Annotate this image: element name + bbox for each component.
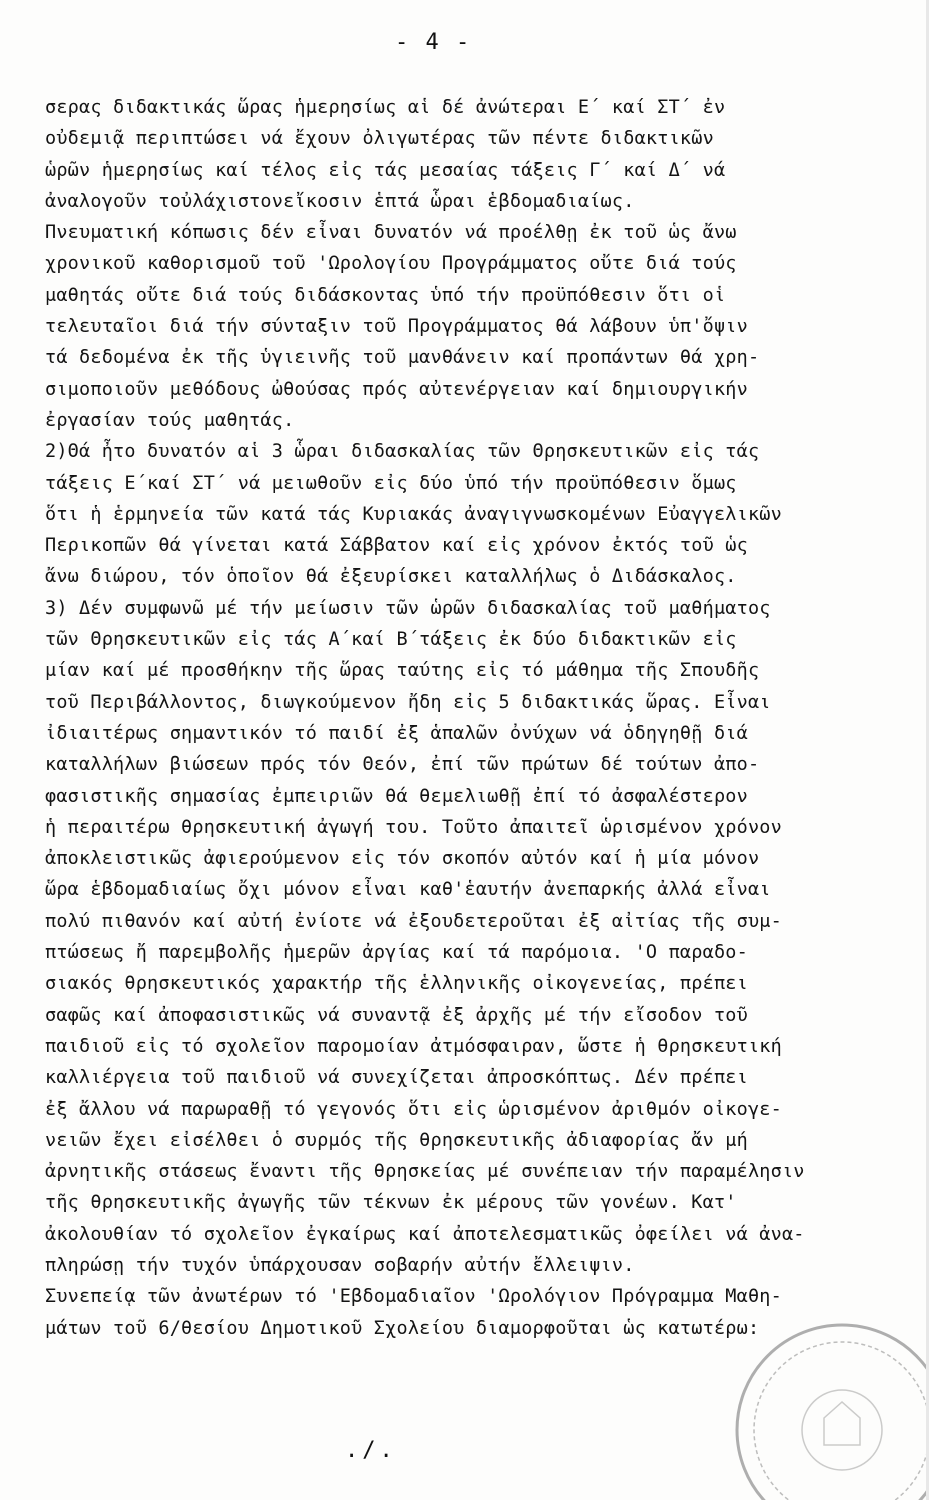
- text-line: πτώσεως ἤ παρεμβολῆς ἡμερῶν ἀργίας καί τά παρόμοια. 'Ο παραδο-: [45, 942, 748, 964]
- text-line: ὥρα ἑβδομαδιαίως ὄχι μόνον εἶναι καθ'ἑαυτήν ἀνεπαρκής ἀλλά εἶναι: [45, 879, 771, 901]
- text-line: Περικοπῶν θά γίνεται κατά Σάββατον καί εἰς χρόνον ἐκτός τοῦ ὡς: [45, 535, 748, 557]
- text-line: καλλιέργεια τοῦ παιδιοῦ νά συνεχίζεται ἀπροσκόπτως. Δέν πρέπει: [45, 1067, 748, 1089]
- text-line: ὅτι ἡ ἑρμηνεία τῶν κατά τάς Κυριακάς ἀναγιγνωσκομένων Εὐαγγελικῶν: [45, 503, 782, 525]
- text-line: τά δεδομένα ἐκ τῆς ὑγιεινῆς τοῦ μανθάνειν καί προπάντων θά χρη-: [45, 347, 760, 369]
- text-line: ἄνω διώρου, τόν ὁποῖον θά ἐξευρίσκει καταλλήλως ὁ Διδάσκαλος.: [45, 566, 737, 588]
- text-line: 2)Θά ἦτο δυνατόν αἱ 3 ὧραι διδασκαλίας τῶν Θρησκευτικῶν εἰς τάς: [45, 441, 760, 463]
- text-line: τοῦ Περιβάλλοντος, διωγκούμενον ἤδη εἰς 5 διδακτικάς ὥρας. Εἶναι: [45, 691, 771, 713]
- text-line: μαθητάς οὔτε διά τούς διδάσκοντας ὑπό τήν προϋπόθεσιν ὅτι οἱ: [45, 284, 726, 306]
- text-line: ἡ περαιτέρω θρησκευτική ἀγωγή του. Τοῦτο ἀπαιτεῖ ὡρισμένον χρόνον: [45, 816, 782, 838]
- text-line: τῶν Θρησκευτικῶν εἰς τάς Α΄καί Β΄τάξεις ἐκ δύο διδακτικῶν εἰς: [45, 629, 737, 651]
- text-line: τελευταῖοι διά τήν σύνταξιν τοῦ Προγράμματος θά λάβουν ὑπ'ὄψιν: [45, 316, 748, 338]
- text-line: οὐδεμιᾷ περιπτώσει νά ἔχουν ὀλιγωτέρας τῶν πέντε διδακτικῶν: [45, 128, 714, 150]
- text-line: πολύ πιθανόν καί αὐτή ἐνίοτε νά ἐξουδετεροῦται ἐξ αἰτίας τῆς συμ-: [45, 910, 782, 932]
- text-line: καταλλήλων βιώσεων πρός τόν Θεόν, ἐπί τῶν πρώτων δέ τούτων ἀπο-: [45, 754, 760, 776]
- text-line: τῆς θρησκευτικῆς ἀγωγῆς τῶν τέκνων ἐκ μέρους τῶν γονέων. Κατ': [45, 1192, 737, 1214]
- text-line: ἐργασίαν τούς μαθητάς.: [45, 409, 295, 431]
- text-line: φασιστικῆς σημασίας ἐμπειριῶν θά θεμελιωθῇ ἐπί τό ἀσφαλέστερον: [45, 785, 748, 807]
- text-line: Πνευματική κόπωσις δέν εἶναι δυνατόν νά προέλθῃ ἐκ τοῦ ὡς ἄνω: [45, 222, 737, 244]
- text-line: σαφῶς καί ἀποφασιστικῶς νά συναντᾷ ἐξ ἀρχῆς μέ τήν εἴσοδον τοῦ: [45, 1004, 748, 1026]
- text-line: σιακός θρησκευτικός χαρακτήρ τῆς ἑλληνικῆς οἰκογενείας, πρέπει: [45, 973, 748, 995]
- text-line: ὡρῶν ἡμερησίως καί τέλος εἰς τάς μεσαίας τάξεις Γ΄ καί Δ΄ νά: [45, 159, 726, 181]
- text-line: ἐξ ἄλλου νά παρωραθῇ τό γεγονός ὅτι εἰς ὡρισμένον ἀριθμόν οἰκογε-: [45, 1098, 782, 1120]
- text-line: τάξεις Ε΄καί ΣΤ΄ νά μειωθοῦν εἰς δύο ὑπό τήν προϋπόθεσιν ὅμως: [45, 472, 737, 494]
- text-line: σερας διδακτικάς ὥρας ἡμερησίως αἱ δέ ἀνώτεραι Ε΄ καί ΣΤ΄ ἐν: [45, 97, 726, 118]
- text-line: μίαν καί μέ προσθήκην τῆς ὥρας ταύτης εἰς τό μάθημα τῆς Σπουδῆς: [45, 660, 760, 682]
- text-line: ἀναλογοῦν τοὐλάχιστονεἴκοσιν ἑπτά ὧραι ἑβδομαδιαίως.: [45, 190, 635, 212]
- text-line: σιμοποιοῦν μεθόδους ὠθούσας πρός αὐτενέργειαν καί δημιουργικήν: [45, 378, 748, 400]
- text-line: ἀρνητικῆς στάσεως ἔναντι τῆς θρησκείας μέ συνέπειαν τήν παραμέλησιν: [45, 1161, 805, 1183]
- text-line: νειῶν ἔχει εἰσέλθει ὁ συρμός τῆς θρησκευτικῆς ἀδιαφορίας ἄν μή: [45, 1129, 748, 1151]
- text-line: 3) Δέν συμφωνῶ μέ τήν μείωσιν τῶν ὡρῶν διδασκαλίας τοῦ μαθήματος: [45, 597, 771, 619]
- text-line: Συνεπείᾳ τῶν ἀνωτέρων τό 'Εβδομαδιαῖον 'Ωρολόγιον Πρόγραμμα Μαθη-: [45, 1286, 782, 1308]
- text-line: μάτων τοῦ 6/θεσίου Δημοτικοῦ Σχολείου διαμορφοῦται ὡς κατωτέρω:: [45, 1317, 760, 1339]
- continuation-mark: ./.: [345, 1438, 397, 1463]
- text-line: ἀποκλειστικῶς ἀφιερούμενον εἰς τόν σκοπόν αὐτόν καί ἡ μία μόνον: [45, 848, 760, 870]
- page-number: - 4 -: [395, 30, 472, 55]
- text-line: παιδιοῦ εἰς τό σχολεῖον παρομοίαν ἀτμόσφαιραν, ὥστε ἡ θρησκευτική: [45, 1035, 782, 1057]
- document-body: [45, 92, 905, 1344]
- text-line: πληρώσῃ τήν τυχόν ὑπάρχουσαν σοβαρήν αὐτήν ἔλλειψιν.: [45, 1254, 635, 1276]
- text-line: χρονικοῦ καθορισμοῦ τοῦ 'Ωρολογίου Προγράμματος οὔτε διά τούς: [45, 253, 737, 275]
- text-line: ἰδιαιτέρως σημαντικόν τό παιδί ἐξ ἁπαλῶν ὀνύχων νά ὁδηγηθῇ διά: [45, 722, 748, 744]
- text-line: ἀκολουθίαν τό σχολεῖον ἐγκαίρως καί ἀποτελεσματικῶς ὀφείλει νά ἀνα-: [45, 1223, 805, 1245]
